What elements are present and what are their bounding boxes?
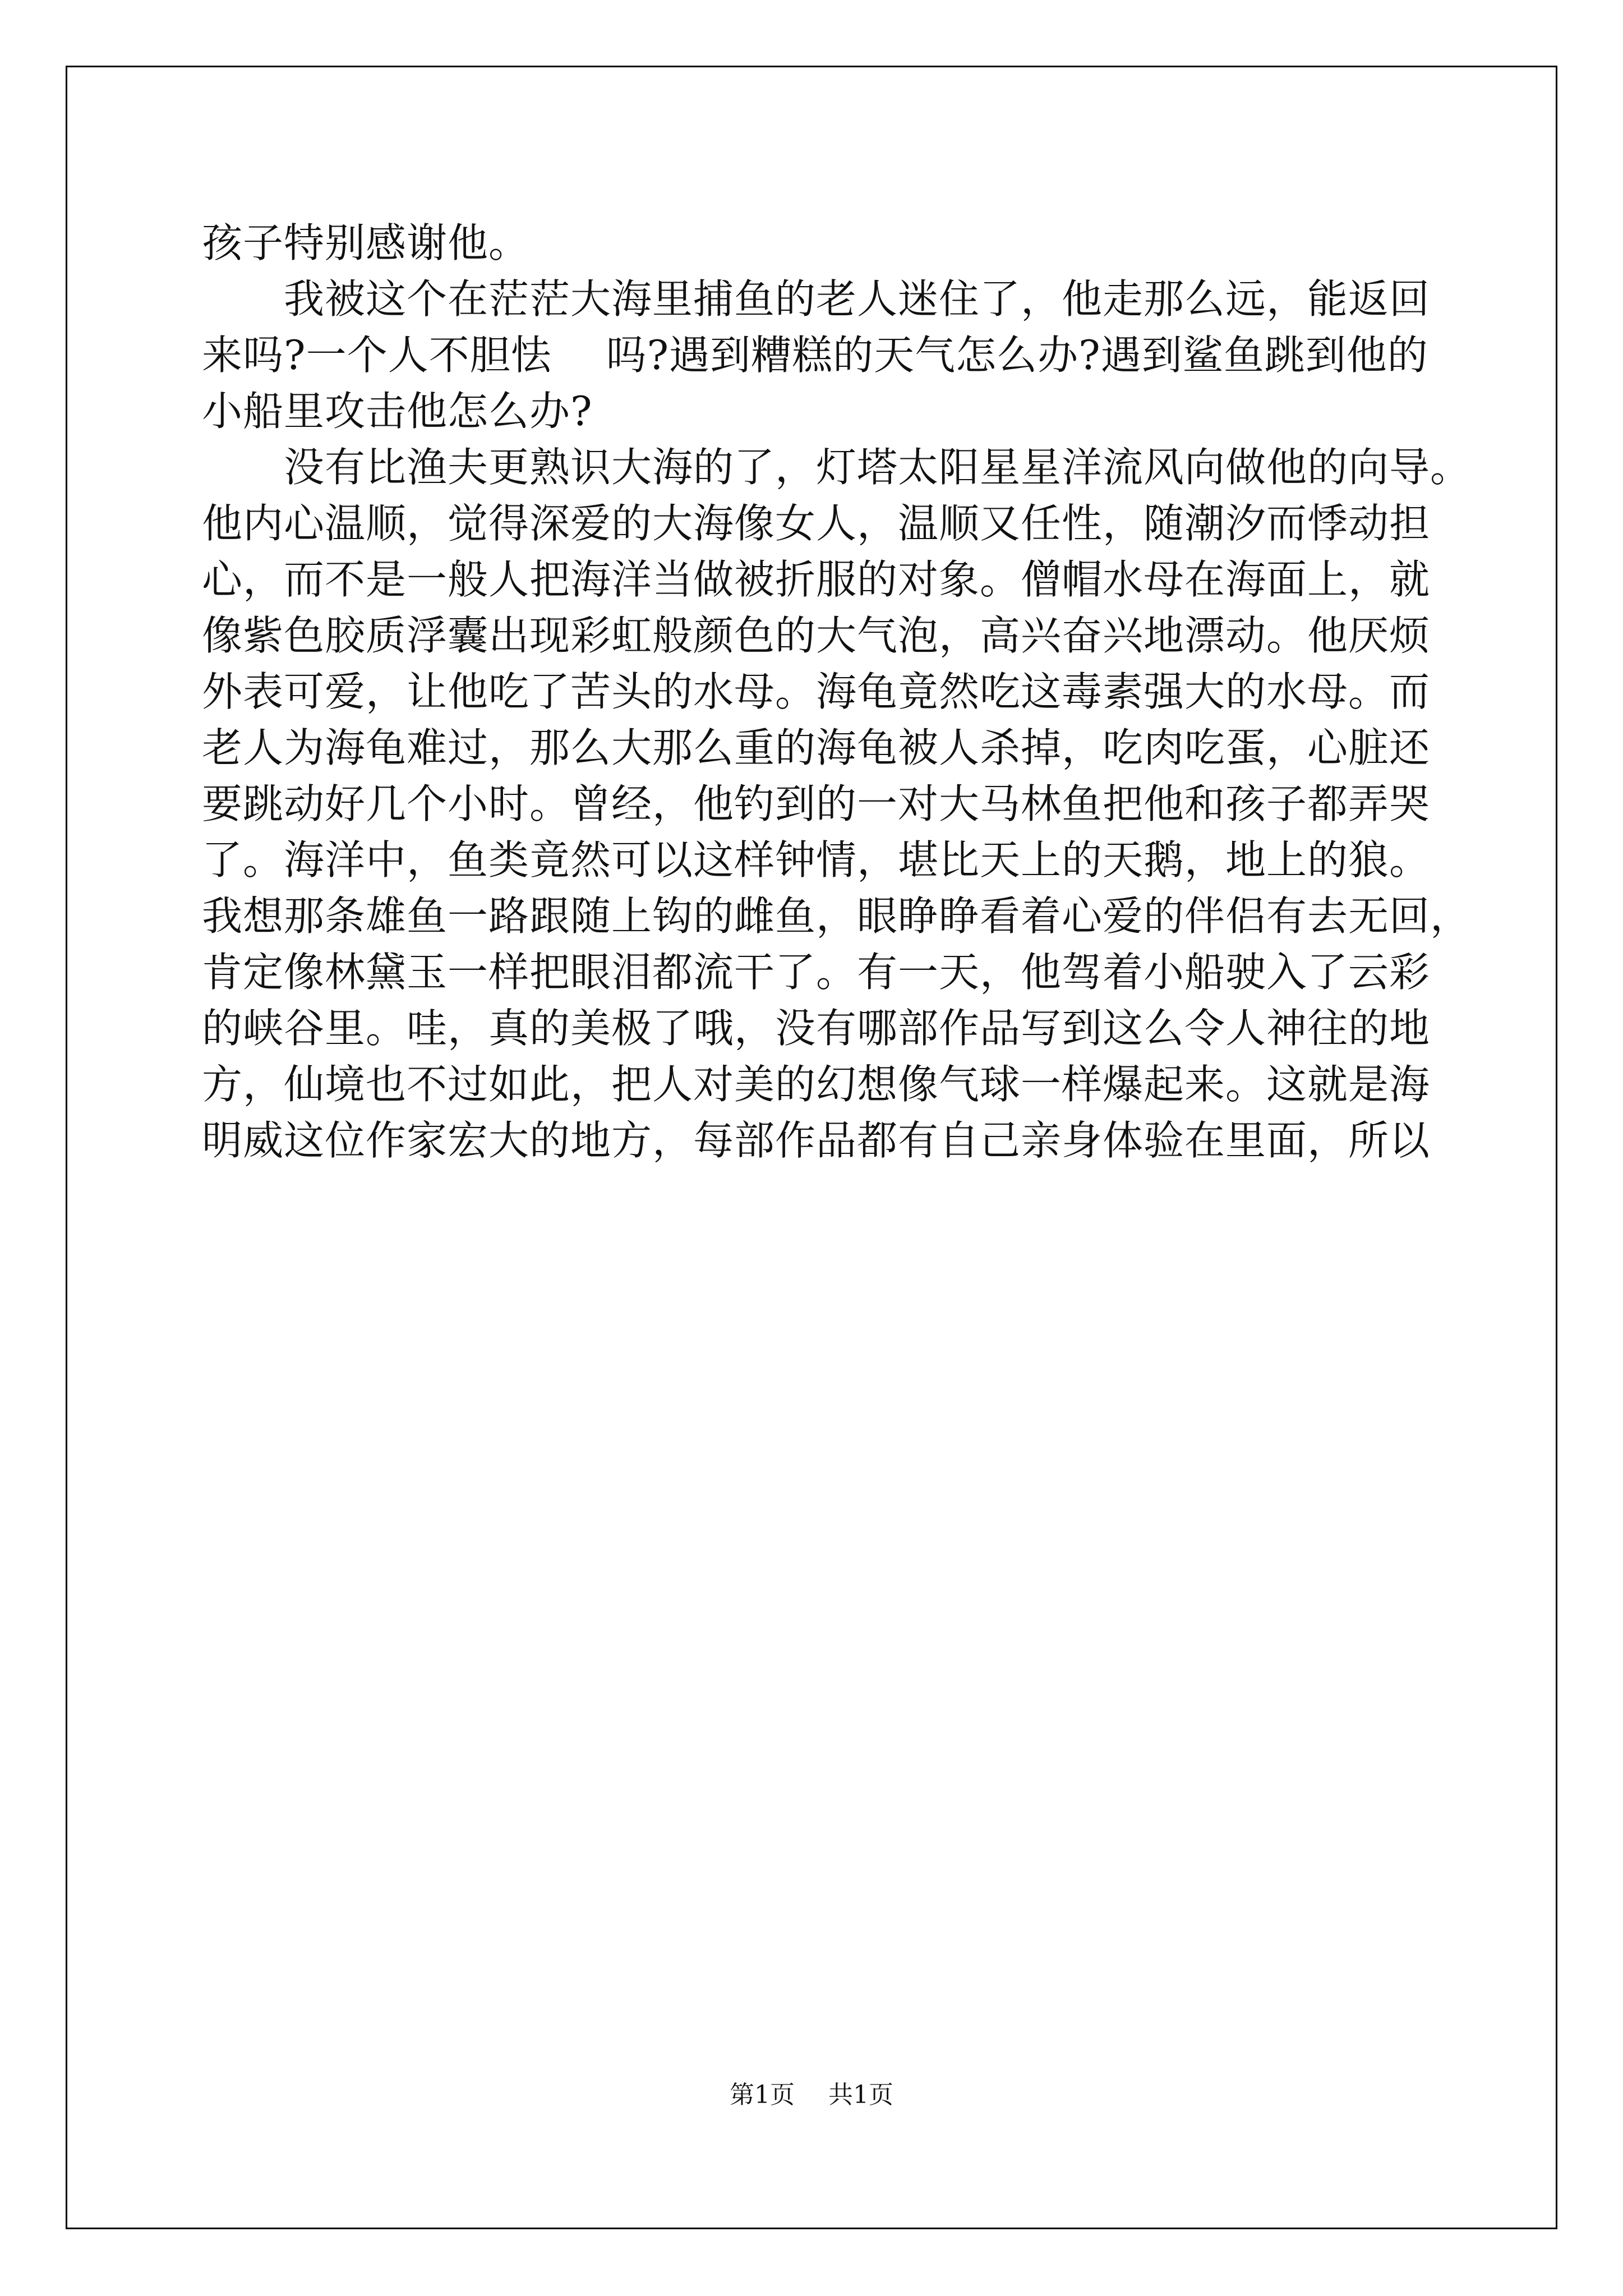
text-line: 老人为海龟难过，那么大那么重的海龟被人杀掉，吃肉吃蛋，心脏还 xyxy=(202,724,1431,771)
page-footer xyxy=(0,2078,1623,2112)
text-line: 要跳动好几个小时。曾经，他钓到的一对大马林鱼把他和孩子都弄哭 xyxy=(202,780,1431,827)
text-line: 方，仙境也不过如此，把人对美的幻想像气球一样爆起来。这就是海 xyxy=(202,1061,1431,1108)
text-line: 像紫色胶质浮囊出现彩虹般颜色的大气泡，高兴奋兴地漂动。他厌烦 xyxy=(202,612,1431,659)
text-line: 了。海洋中，鱼类竟然可以这样钟情，堪比天上的天鹅，地上的狼。 xyxy=(202,836,1431,884)
text-line: 心，而不是一般人把海洋当做被折服的对象。僧帽水母在海面上，就 xyxy=(202,556,1431,603)
text-line: 没有比渔夫更熟识大海的了，灯塔太阳星星洋流风向做他的向导。 xyxy=(202,444,1472,491)
text-line: 明威这位作家宏大的地方，每部作品都有自己亲身体验在里面，所以 xyxy=(202,1117,1431,1164)
text-line: 孩子特别感谢他。 xyxy=(202,219,530,266)
text-line: 我想那条雄鱼一路跟随上钩的雌鱼，眼睁睁看着心爱的伴侣有去无回， xyxy=(202,892,1472,940)
text-line: 外表可爱，让他吃了苦头的水母。海龟竟然吃这毒素强大的水母。而 xyxy=(202,668,1431,715)
text-line: 他内心温顺，觉得深爱的大海像女人，温顺又任性，随潮汐而悸动担 xyxy=(202,500,1431,547)
document-body xyxy=(202,215,1472,1168)
text-line: 我被这个在茫茫大海里捕鱼的老人迷住了，他走那么远，能返回 xyxy=(202,275,1431,323)
page-total: 共1页 xyxy=(828,2081,893,2109)
text-line: 的峡谷里。哇，真的美极了哦，没有哪部作品写到这么令人神往的地 xyxy=(202,1005,1431,1052)
text-line: 来吗?一个人不胆怯 吗?遇到糟糕的天气怎么办?遇到鲨鱼跳到他的 xyxy=(202,332,1428,379)
text-line: 肯定像林黛玉一样把眼泪都流干了。有一天，他驾着小船驶入了云彩 xyxy=(202,949,1431,996)
text-line: 小船里攻击他怎么办? xyxy=(202,388,593,435)
page-number: 第1页 xyxy=(730,2081,795,2109)
